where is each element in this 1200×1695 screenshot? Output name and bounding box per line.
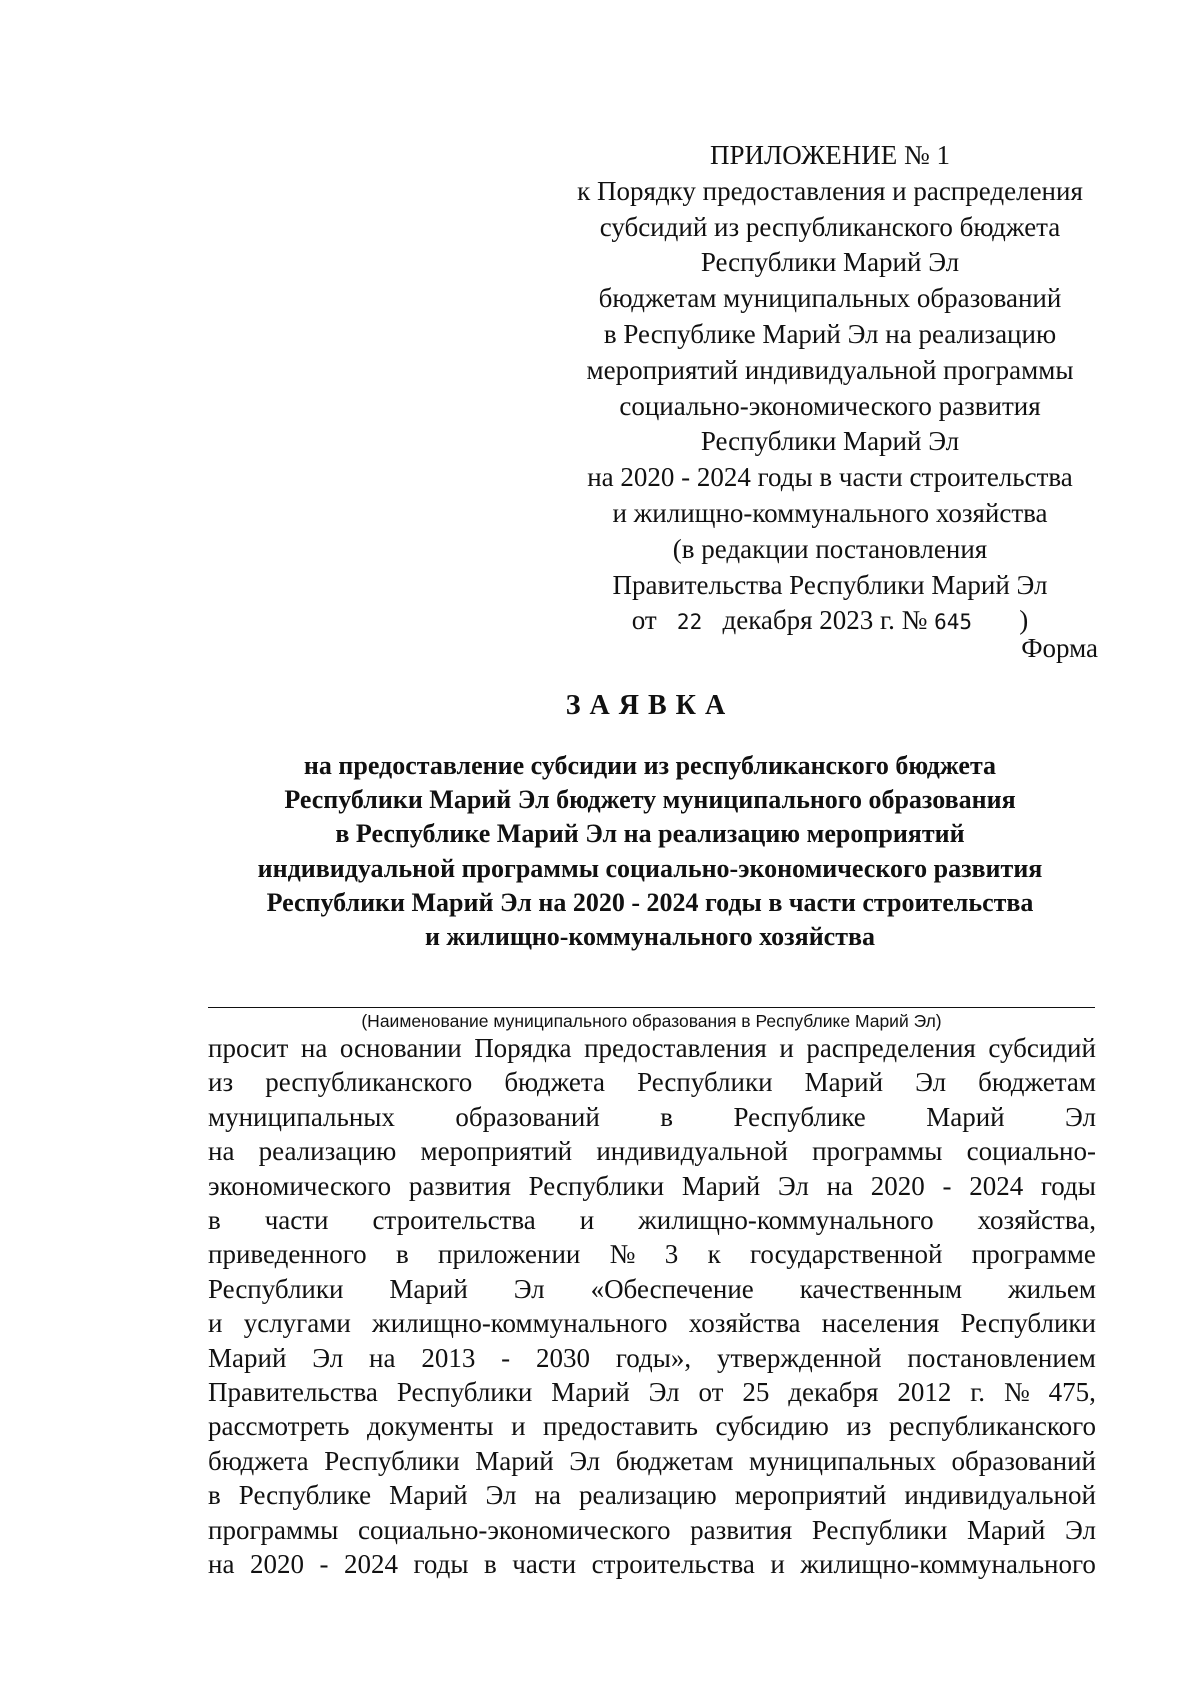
date-month-year: декабря 2023 г. № — [722, 605, 928, 636]
fill-in-caption: (Наименование муниципального образования в Республике Марий Эл) — [361, 1011, 942, 1031]
body-line: приведенного в приложении № 3 к государственной программе — [208, 1239, 1096, 1270]
document-subtitle — [200, 749, 1100, 954]
appendix-heading: ПРИЛОЖЕНИЕ № 1 — [709, 140, 951, 170]
appendix-line: в Республике Марий Эл на реализацию — [603, 318, 1057, 349]
appendix-line: мероприятий индивидуальной программы — [586, 354, 1074, 385]
subtitle-line: на предоставление субсидии из республиканского бюджета — [303, 751, 997, 780]
appendix-line: (в редакции постановления — [672, 533, 988, 564]
subtitle-line: Республики Марий Эл бюджету муниципального образования — [284, 785, 1016, 815]
fill-in-line — [208, 1007, 1095, 1008]
body-line: на реализацию мероприятий индивидуальной программы социально- — [208, 1136, 1096, 1167]
body-line: Республики Марий Эл «Обеспечение качественным жильем — [208, 1273, 1096, 1304]
appendix-line: Республики Марий Эл — [700, 426, 960, 457]
appendix-line: к Порядку предоставления и распределения — [577, 175, 1083, 206]
appendix-line: на 2020 - 2024 годы в части строительства — [587, 462, 1073, 493]
appendix-line: Республики Марий Эл — [700, 247, 960, 278]
body-line: на 2020 - 2024 годы в части строительства и жилищно-коммунального — [208, 1549, 1096, 1580]
body-line: из республиканского бюджета Республики Марий Эл бюджетам — [208, 1067, 1096, 1098]
body-line: Правительства Республики Марий Эл от 25 декабря 2012 г. № 475, — [208, 1377, 1096, 1408]
body-line: просит на основании Порядка предоставления и распределения субсидий — [208, 1033, 1096, 1063]
appendix-date-line — [560, 603, 1100, 641]
body-paragraph — [208, 1031, 1096, 1582]
date-suffix: ) — [1019, 605, 1029, 636]
appendix-line: Правительства Республики Марий Эл — [612, 569, 1048, 600]
body-line: экономического развития Республики Марий Эл на 2020 - 2024 годы — [208, 1170, 1096, 1201]
date-day: 22 — [676, 610, 703, 635]
form-label: Форма — [1021, 633, 1098, 663]
body-line: рассмотреть документы и предоставить субсидию из республиканского — [208, 1411, 1096, 1442]
appendix-line: и жилищно-коммунального хозяйства — [612, 497, 1048, 528]
body-line: программы социально-экономического развития Республики Марий Эл — [208, 1514, 1096, 1545]
appendix-line: субсидий из республиканского бюджета — [599, 211, 1061, 242]
body-line: Марий Эл на 2013 - 2030 годы», утвержденной постановлением — [208, 1342, 1096, 1373]
date-prefix: от — [631, 605, 657, 636]
body-line: и услугами жилищно-коммунального хозяйства населения Республики — [208, 1308, 1096, 1339]
body-line: бюджета Республики Марий Эл бюджетам муниципальных образований — [208, 1445, 1096, 1476]
subtitle-line: Республики Марий Эл на 2020 - 2024 годы в части строительства — [266, 887, 1034, 917]
subtitle-line: и жилищно-коммунального хозяйства — [424, 922, 876, 952]
subtitle-line: индивидуальной программы социально-экономического развития — [257, 853, 1043, 883]
document-title: ЗАЯВКА — [565, 690, 735, 721]
body-line: в части строительства и жилищно-коммунального хозяйства, — [208, 1205, 1096, 1236]
appendix-header — [560, 138, 1100, 641]
subtitle-line: в Республике Марий Эл на реализацию мероприятий — [335, 819, 965, 849]
body-line: в Республике Марий Эл на реализацию мероприятий индивидуальной — [208, 1480, 1096, 1511]
resolution-number: 645 — [934, 610, 973, 635]
body-line: муниципальных образований в Республике Марий Эл — [208, 1101, 1096, 1132]
appendix-line: социально-экономического развития — [619, 390, 1041, 421]
appendix-line: бюджетам муниципальных образований — [598, 283, 1062, 314]
